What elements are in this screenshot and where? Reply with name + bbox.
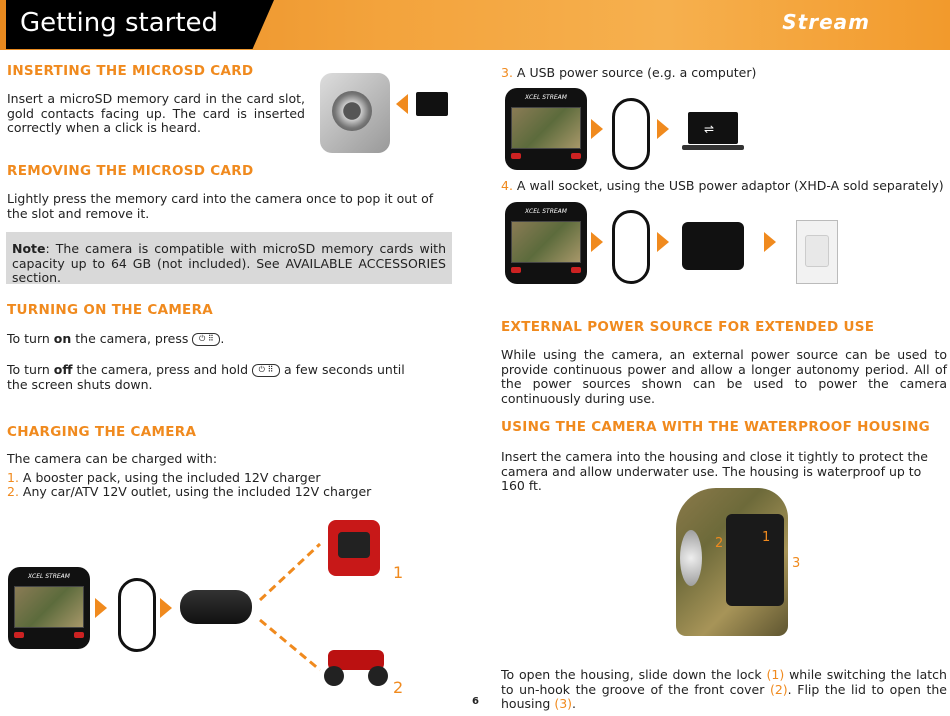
power-button-icon: ⏻ ⠿ (192, 333, 220, 346)
open-pre: To open the housing, slide down the lock (501, 667, 767, 682)
arrow-right-icon (160, 598, 172, 618)
arrow-right-icon (657, 119, 669, 139)
housing-label-1: 1 (762, 530, 771, 545)
waterproof-text: Insert the camera into the housing and close it tightly to protect the camera and allow underwater use. The housing is waterproof up to 160 ft. (501, 449, 929, 493)
arrow-right-icon (591, 232, 603, 252)
list-number: 1. (7, 470, 19, 485)
microsd-card-icon (416, 92, 448, 116)
arrow-right-icon (591, 119, 603, 139)
atv-image (322, 646, 392, 688)
housing-label-2: 2 (715, 536, 724, 551)
laptop-image (682, 112, 744, 152)
charging-item-2 (7, 485, 371, 500)
label-2: 2 (393, 678, 404, 697)
camera-front-image (8, 567, 90, 649)
camera-brand: XCEL STREAM (28, 573, 70, 580)
camera-front-image (505, 88, 587, 170)
list-text: Any car/ATV 12V outlet, using the included 12V charger (22, 484, 372, 499)
arrow-right-icon (764, 232, 776, 252)
brand-logo: Stream (782, 10, 870, 34)
camera-screen (511, 107, 581, 149)
heading-waterproof: USING THE CAMERA WITH THE WATERPROOF HOUSING (501, 419, 931, 435)
turn-off-text (7, 363, 427, 392)
waterproof-housing-image (676, 488, 788, 636)
turn-off-pre: To turn (7, 362, 54, 377)
turn-on-text (7, 332, 447, 347)
turn-off-post: the camera, press and hold (72, 362, 249, 377)
cable-image (612, 210, 650, 284)
charging-intro: The camera can be charged with: (7, 451, 218, 466)
power-button-icon: ⏻ ⠿ (252, 364, 280, 377)
heading-remove: REMOVING THE MICROSD CARD (7, 163, 254, 179)
turn-on-post: the camera, press (71, 331, 189, 346)
open-ref-1: (1) (766, 667, 785, 682)
camera-brand: XCEL STREAM (525, 208, 567, 215)
turn-off-bold: off (53, 362, 73, 377)
external-text: While using the camera, an external power source can be used to provide continuous power and allow a longer autonomy period. All of the power sources shown can be used to power the camera continuously during use. (501, 347, 947, 406)
lens-icon (332, 91, 372, 131)
note-box (6, 232, 452, 284)
arrow-left-icon (396, 94, 408, 114)
list-number: 3. (501, 65, 513, 80)
page-number: 6 (472, 696, 479, 707)
camera-front-image (505, 202, 587, 284)
camera-screen (511, 221, 581, 263)
camera-side-image (320, 73, 390, 153)
housing-latch (726, 514, 784, 606)
usb-icon: ⇌ (704, 122, 715, 136)
camera-buttons (14, 632, 84, 642)
dashed-arrows (250, 530, 330, 690)
open-ref-3: (3) (554, 696, 573, 711)
open-end: . (572, 696, 577, 711)
usb-adaptor-image (682, 222, 744, 270)
arrow-right-icon (657, 232, 669, 252)
arrow-right-icon (95, 598, 107, 618)
remove-text: Lightly press the memory card into the camera once to pop it out of the slot and remove it. (7, 191, 434, 221)
camera-buttons (511, 267, 581, 277)
label-1: 1 (393, 563, 404, 582)
cable-image (118, 578, 156, 652)
page-title: Getting started (20, 8, 219, 38)
open-ref-2: (2) (769, 681, 788, 697)
usb-item (501, 66, 756, 81)
heading-turn-on: TURNING ON THE CAMERA (7, 302, 214, 318)
camera-brand: XCEL STREAM (525, 94, 567, 101)
list-text: A wall socket, using the USB power adaptor (XHD-A sold separately) (516, 178, 944, 193)
camera-buttons (511, 153, 581, 163)
list-text: A booster pack, using the included 12V charger (22, 470, 321, 485)
list-number: 4. (501, 178, 513, 193)
camera-screen (14, 586, 84, 628)
car-charger-image (180, 590, 252, 624)
cable-image (612, 98, 650, 170)
open-mid-1: while switching the latch to un-hook the groove of the front cover (501, 667, 947, 697)
turn-on-end: . (220, 331, 225, 346)
note-text: : The camera is compatible with microSD memory cards with capacity up to 64 GB (not included). See AVAILABLE ACCESSORIES section. (12, 241, 446, 285)
turn-on-pre: To turn (7, 331, 54, 346)
note-label: Note (12, 241, 46, 256)
open-mid-2: . Flip the lid to open the housing (501, 681, 947, 711)
list-number: 2. (7, 484, 19, 499)
wall-socket-image (796, 220, 838, 284)
open-housing-text (501, 668, 947, 712)
heading-insert: INSERTING THE MICROSD CARD (7, 63, 254, 79)
list-text: A USB power source (e.g. a computer) (516, 65, 757, 80)
turn-on-bold: on (53, 331, 72, 346)
heading-charging: CHARGING THE CAMERA (7, 424, 197, 440)
heading-external: EXTERNAL POWER SOURCE FOR EXTENDED USE (501, 319, 875, 335)
housing-label-3: 3 (792, 556, 801, 571)
turn-off-end: a few seconds until the screen shuts down. (7, 362, 405, 392)
booster-pack-image (328, 520, 380, 576)
insert-text: Insert a microSD memory card in the card slot, gold contacts facing up. The card is inserted correctly when a click is heard. (7, 91, 305, 135)
wall-item (501, 179, 944, 194)
lens-icon (680, 530, 702, 586)
